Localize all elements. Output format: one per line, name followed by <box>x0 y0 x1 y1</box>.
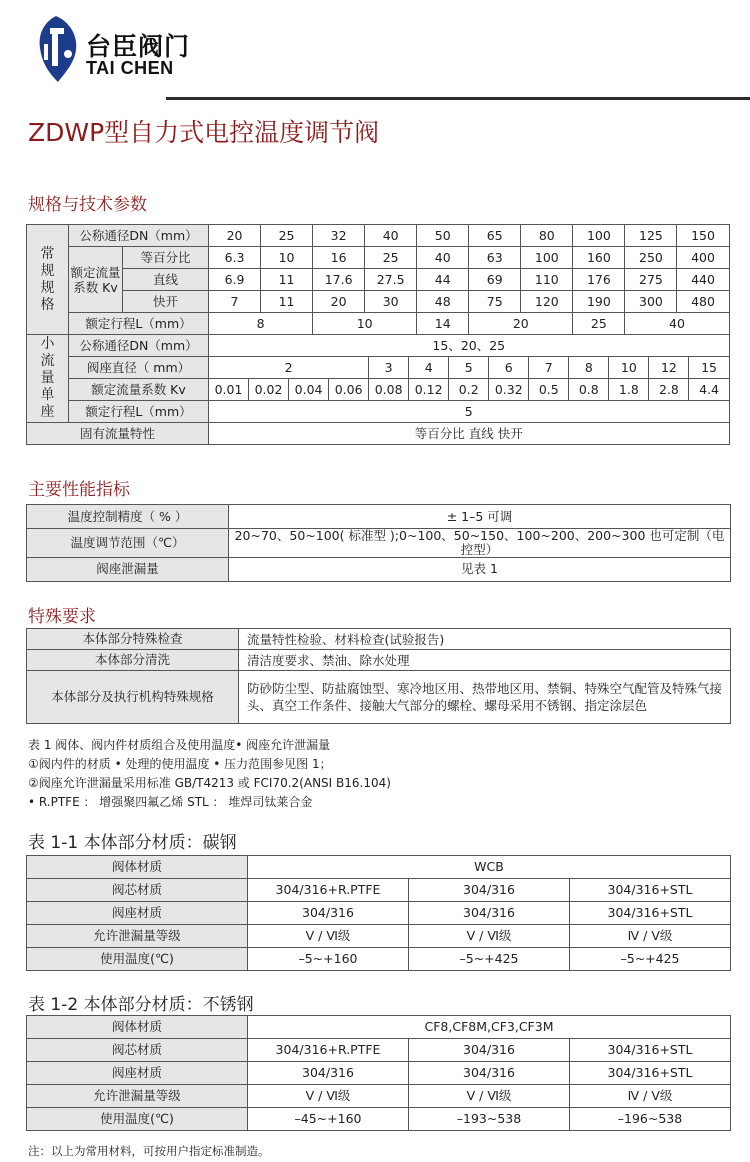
special-value: 防砂防尘型、防盐腐蚀型、寒冷地区用、热带地区用、禁铜、特殊空气配管及特殊气接头、真空工作条件、接触大气部分的螺栓、螺母采用不锈钢、指定涂层色 <box>239 671 731 724</box>
kv2-value: 0.5 <box>529 379 569 401</box>
seat-value: 7 <box>529 357 569 379</box>
qo-value: 75 <box>469 291 521 313</box>
stroke-value: 20 <box>469 313 573 335</box>
lin-label: 直线 <box>123 269 209 291</box>
header <box>0 0 750 100</box>
dn-value: 65 <box>469 225 521 247</box>
seat-value: 6 <box>489 357 529 379</box>
seat-value: 8 <box>569 357 609 379</box>
material-span-value: CF8,CF8M,CF3,CF3M <box>248 1016 731 1039</box>
dn2-label: 公称通径DN（mm） <box>69 335 209 357</box>
qo-value: 480 <box>677 291 729 313</box>
dn-value: 50 <box>417 225 469 247</box>
lin-value: 275 <box>625 269 677 291</box>
lin-value: 6.9 <box>209 269 261 291</box>
dn-value: 32 <box>313 225 365 247</box>
kv2-value: 0.04 <box>289 379 329 401</box>
dn-value: 40 <box>365 225 417 247</box>
seat-value: 4 <box>409 357 449 379</box>
dn-label: 公称通径DN（mm） <box>69 225 209 247</box>
section-special-title: 特殊要求 <box>28 607 96 627</box>
dn2-value: 15、20、25 <box>209 335 730 357</box>
dn-value: 25 <box>261 225 313 247</box>
kv2-label: 额定流量系数 Kv <box>69 379 209 401</box>
qo-value: 48 <box>417 291 469 313</box>
seat-value: 15 <box>689 357 729 379</box>
seat-value: 5 <box>449 357 489 379</box>
material-value: 304/316 <box>409 1039 570 1062</box>
perf-value: 20~70、50~100( 标准型 );0~100、50~150、100~200、200~300 也可定制（电控型） <box>229 529 731 558</box>
footnote: 注：以上为常用材料，可按用户指定标准制造。 <box>28 1144 270 1158</box>
dn-value: 80 <box>521 225 573 247</box>
ep-value: 25 <box>365 247 417 269</box>
perf-value: ± 1–5 可调 <box>229 505 731 529</box>
qo-value: 30 <box>365 291 417 313</box>
dn-value: 100 <box>573 225 625 247</box>
qo-value: 190 <box>573 291 625 313</box>
lin-value: 110 <box>521 269 573 291</box>
ep-value: 400 <box>677 247 729 269</box>
material-value: –45~+160 <box>248 1108 409 1131</box>
material-key: 使用温度(℃) <box>27 948 248 971</box>
kv2-value: 0.12 <box>409 379 449 401</box>
stroke-value: 25 <box>573 313 625 335</box>
lin-value: 27.5 <box>365 269 417 291</box>
material-value: 304/316+STL <box>570 1039 731 1062</box>
brand-en: TAI CHEN <box>86 58 174 78</box>
char-label: 固有流量特性 <box>27 423 209 445</box>
material-value: 304/316 <box>248 1062 409 1085</box>
material-value: Ⅳ / Ⅴ级 <box>570 1085 731 1108</box>
material-value: 304/316 <box>409 1062 570 1085</box>
stroke-value: 10 <box>313 313 417 335</box>
material-key: 允许泄漏量等级 <box>27 925 248 948</box>
seat-value: 10 <box>609 357 649 379</box>
material-key: 阀体材质 <box>27 856 248 879</box>
kv2-value: 0.06 <box>329 379 369 401</box>
kv2-value: 4.4 <box>689 379 729 401</box>
kv2-value: 0.32 <box>489 379 529 401</box>
material-value: 304/316 <box>248 902 409 925</box>
stroke-label: 额定行程L（mm） <box>69 313 209 335</box>
special-key: 本体部分及执行机构特殊规格 <box>27 671 239 724</box>
section-t12-title: 表 1-2 本体部分材质：不锈钢 <box>28 995 254 1015</box>
kv2-value: 2.8 <box>649 379 689 401</box>
material-span-value: WCB <box>248 856 731 879</box>
notes <box>28 736 391 812</box>
material-value: –5~+160 <box>248 948 409 971</box>
material-value: –196~538 <box>570 1108 731 1131</box>
qo-value: 11 <box>261 291 313 313</box>
kv2-value: 0.2 <box>449 379 489 401</box>
material-value: 304/316+STL <box>570 1062 731 1085</box>
perf-value: 见表 1 <box>229 557 731 581</box>
ep-value: 100 <box>521 247 573 269</box>
note-2: ①阀内件的材质 • 处理的使用温度 • 压力范围参见图 1； <box>28 757 332 771</box>
brand-cn: 台臣阀门 <box>86 32 191 61</box>
dn-value: 150 <box>677 225 729 247</box>
qo-label: 快开 <box>123 291 209 313</box>
stroke-value: 8 <box>209 313 313 335</box>
qo-value: 20 <box>313 291 365 313</box>
perf-table <box>26 504 731 582</box>
spec-table <box>26 224 730 445</box>
header-rule <box>166 97 750 100</box>
seat-value: 3 <box>369 357 409 379</box>
page-title: ZDWP型自力式电控温度调节阀 <box>28 118 380 147</box>
note-1: 表 1 阀体、阀内件材质组合及使用温度• 阀座允许泄漏量 <box>28 738 331 752</box>
special-table <box>26 628 731 724</box>
lin-value: 69 <box>469 269 521 291</box>
material-value: Ⅴ / Ⅵ级 <box>409 1085 570 1108</box>
perf-key: 温度控制精度（ % ） <box>27 505 229 529</box>
logo-icon <box>34 14 80 84</box>
kv2-value: 0.8 <box>569 379 609 401</box>
qo-value: 300 <box>625 291 677 313</box>
ep-value: 160 <box>573 247 625 269</box>
group-small-flow: 小流量单座 <box>27 335 69 423</box>
kv-label: 额定流量系数 Kv <box>69 247 123 313</box>
material-key: 阀芯材质 <box>27 1039 248 1062</box>
lin-value: 11 <box>261 269 313 291</box>
lin-value: 44 <box>417 269 469 291</box>
note-4: • R.PTFE ： 增强聚四氟乙烯 STL ： 堆焊司钛莱合金 <box>28 795 313 809</box>
material-value: Ⅴ / Ⅵ级 <box>409 925 570 948</box>
kv2-value: 0.01 <box>209 379 249 401</box>
seat-value: 12 <box>649 357 689 379</box>
t12-table <box>26 1015 731 1131</box>
material-value: 304/316+STL <box>570 879 731 902</box>
material-value: –5~+425 <box>409 948 570 971</box>
t11-table <box>26 855 731 971</box>
material-value: 304/316 <box>409 902 570 925</box>
material-value: 304/316+R.PTFE <box>248 879 409 902</box>
qo-value: 7 <box>209 291 261 313</box>
perf-key: 温度调节范围（℃） <box>27 529 229 558</box>
material-value: –5~+425 <box>570 948 731 971</box>
kv2-value: 0.08 <box>369 379 409 401</box>
ep-value: 63 <box>469 247 521 269</box>
seat-label: 阀座直径（ mm） <box>69 357 209 379</box>
material-key: 允许泄漏量等级 <box>27 1085 248 1108</box>
ep-label: 等百分比 <box>123 247 209 269</box>
material-value: Ⅴ / Ⅵ级 <box>248 925 409 948</box>
dn-value: 20 <box>209 225 261 247</box>
ep-value: 16 <box>313 247 365 269</box>
material-value: 304/316+STL <box>570 902 731 925</box>
lin-value: 176 <box>573 269 625 291</box>
special-value: 清洁度要求、禁油、除水处理 <box>239 650 731 671</box>
section-perf-title: 主要性能指标 <box>28 480 130 500</box>
material-key: 阀座材质 <box>27 902 248 925</box>
perf-key: 阀座泄漏量 <box>27 557 229 581</box>
stroke2-label: 额定行程L（mm） <box>69 401 209 423</box>
section-t11-title: 表 1-1 本体部分材质：碳钢 <box>28 833 237 853</box>
ep-value: 40 <box>417 247 469 269</box>
special-value: 流量特性检验、材料检查(试验报告) <box>239 629 731 650</box>
lin-value: 17.6 <box>313 269 365 291</box>
special-key: 本体部分特殊检查 <box>27 629 239 650</box>
qo-value: 120 <box>521 291 573 313</box>
kv2-value: 1.8 <box>609 379 649 401</box>
material-value: Ⅳ / Ⅴ级 <box>570 925 731 948</box>
material-key: 使用温度(℃) <box>27 1108 248 1131</box>
stroke-value: 40 <box>625 313 729 335</box>
stroke-value: 14 <box>417 313 469 335</box>
char-value: 等百分比 直线 快开 <box>209 423 730 445</box>
dn-value: 125 <box>625 225 677 247</box>
seat-value: 2 <box>209 357 369 379</box>
material-value: –193~538 <box>409 1108 570 1131</box>
material-value: 304/316+R.PTFE <box>248 1039 409 1062</box>
ep-value: 10 <box>261 247 313 269</box>
lin-value: 440 <box>677 269 729 291</box>
material-key: 阀座材质 <box>27 1062 248 1085</box>
material-value: Ⅴ / Ⅵ级 <box>248 1085 409 1108</box>
kv2-value: 0.02 <box>249 379 289 401</box>
material-key: 阀体材质 <box>27 1016 248 1039</box>
material-key: 阀芯材质 <box>27 879 248 902</box>
section-spec-title: 规格与技术参数 <box>28 195 147 215</box>
special-key: 本体部分清洗 <box>27 650 239 671</box>
stroke2-value: 5 <box>209 401 730 423</box>
ep-value: 250 <box>625 247 677 269</box>
group-regular: 常规规格 <box>27 225 69 335</box>
material-value: 304/316 <box>409 879 570 902</box>
ep-value: 6.3 <box>209 247 261 269</box>
note-3: ②阀座允许泄漏量采用标准 GB/T4213 或 FCI70.2(ANSI B16.104) <box>28 776 391 790</box>
